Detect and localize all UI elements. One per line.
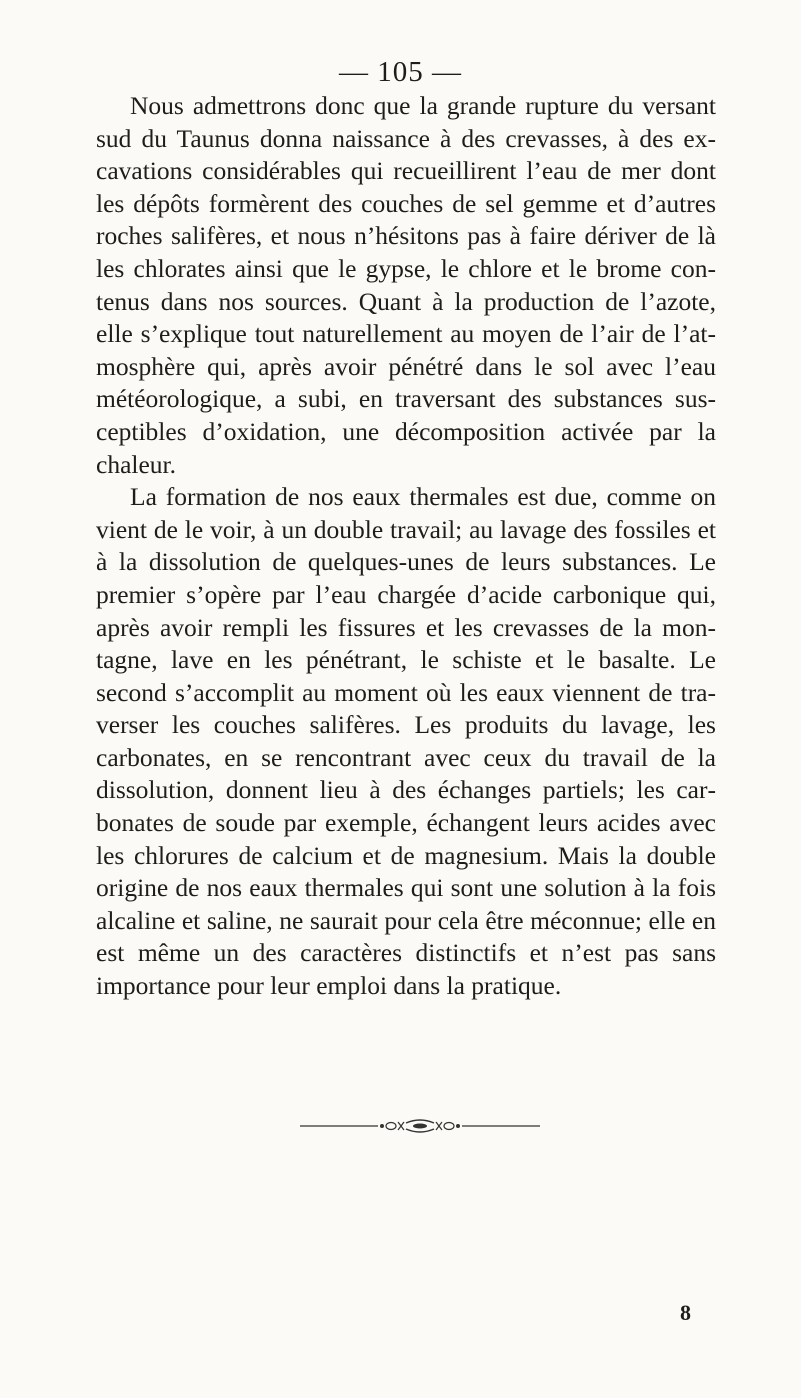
body-text bbox=[96, 90, 716, 1003]
page-number: — 105 — bbox=[339, 56, 462, 88]
paragraph-1: Nous admettrons donc que la grande rupture du versant sud du Taunus donna naissance à des crevasses, à des excavations considérables qui recueillirent l’eau de mer dont les dépôts formèrent des couches de sel gemme et d’autres roches salifères, et nous n’hésitons pas à faire dériver de là les chlorates ainsi que le gypse, le chlore et le brome contenus dans nos sources. Quant à la production de l’azote, elle s’explique tout naturellement au moyen de l’air de l’atmosphère qui, après avoir pénétré dans le sol avec l’eau météorologique, a subi, en traversant des substances susceptibles d’oxidation, une décomposition activée par la chaleur. bbox=[96, 91, 716, 479]
signature-mark: 8 bbox=[680, 1300, 691, 1325]
decorative-rule-icon bbox=[300, 1116, 540, 1136]
paragraph-2: La formation de nos eaux thermales est due, comme on vient de le voir, à un double travail; au lavage des fossiles et à la dissolution de quelques-unes de leurs substances. Le premier s’opère par l’eau chargée d’acide carbonique qui, après avoir rempli les fissures et les crevasses de la montagne, lave en les pénétrant, le schiste et le basalte. Le second s’accomplit au moment où les eaux viennent de traverser les couches salifères. Les produits du lavage, les carbonates, en se rencontrant avec ceux du travail de la dissolution, donnent lieu à des échanges partiels; les carbonates de soude par exemple, échangent leurs acides avec les chlorures de calcium et de magnesium. Mais la double origine de nos eaux thermales qui sont une solution à la fois alcaline et saline, ne saurait pour cela être méconnue; elle en est même un des caractères distinctifs et n’est pas sans importance pour leur emploi dans la pratique. bbox=[96, 482, 716, 1001]
